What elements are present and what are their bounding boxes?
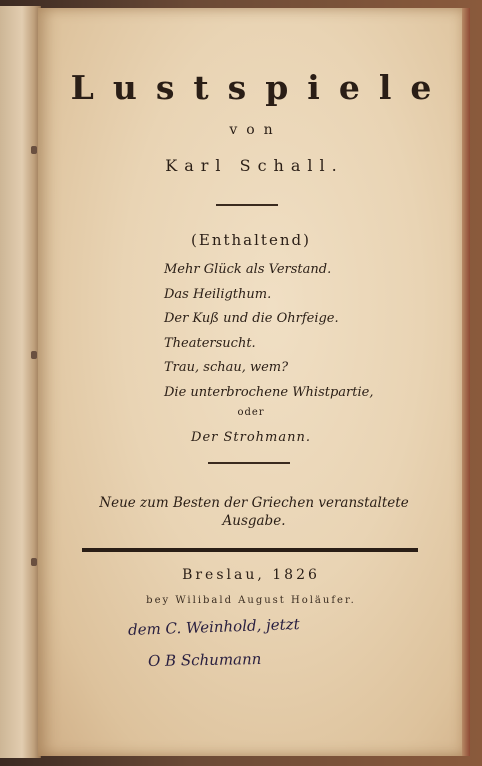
alternate-title: Der Strohmann. [191, 430, 311, 445]
handwritten-inscription: dem C. Weinhold, jetzt [127, 615, 300, 639]
imprint-rule [82, 548, 418, 552]
author-name: Karl Schall. [165, 156, 344, 175]
binding-stitch [31, 558, 37, 566]
contents-item: Das Heiligthum. [164, 286, 272, 302]
contents-heading: (Enthaltend) [191, 231, 311, 249]
page-edge [462, 8, 470, 756]
contents-list [164, 258, 444, 405]
edition-note: Neue zum Besten der Griechen veranstaltete Ausgabe. [99, 495, 409, 529]
by-line: von [229, 122, 282, 138]
contents-item: Die unterbrochene Whistpartie, [164, 384, 374, 400]
endpaper-gutter [0, 6, 41, 758]
contents-item: Mehr Glück als Verstand. [164, 262, 332, 277]
divider-rule-middle [208, 462, 290, 464]
handwritten-signature: O B Schumann [147, 650, 262, 670]
contents-item: Der Kuß und die Ohrfeige. [164, 311, 339, 326]
oder-text: oder [237, 407, 265, 418]
publisher-line: bey Wilibald August Holäufer. [146, 595, 356, 606]
page-title: Lustspiele [70, 68, 451, 107]
binding-stitch [31, 351, 37, 359]
place-year: Breslau, 1826 [182, 567, 320, 583]
binding-stitch [31, 146, 37, 154]
contents-item: Trau, schau, wem? [164, 360, 289, 375]
contents-item: Theatersucht. [164, 335, 256, 351]
divider-rule-top [216, 204, 278, 206]
